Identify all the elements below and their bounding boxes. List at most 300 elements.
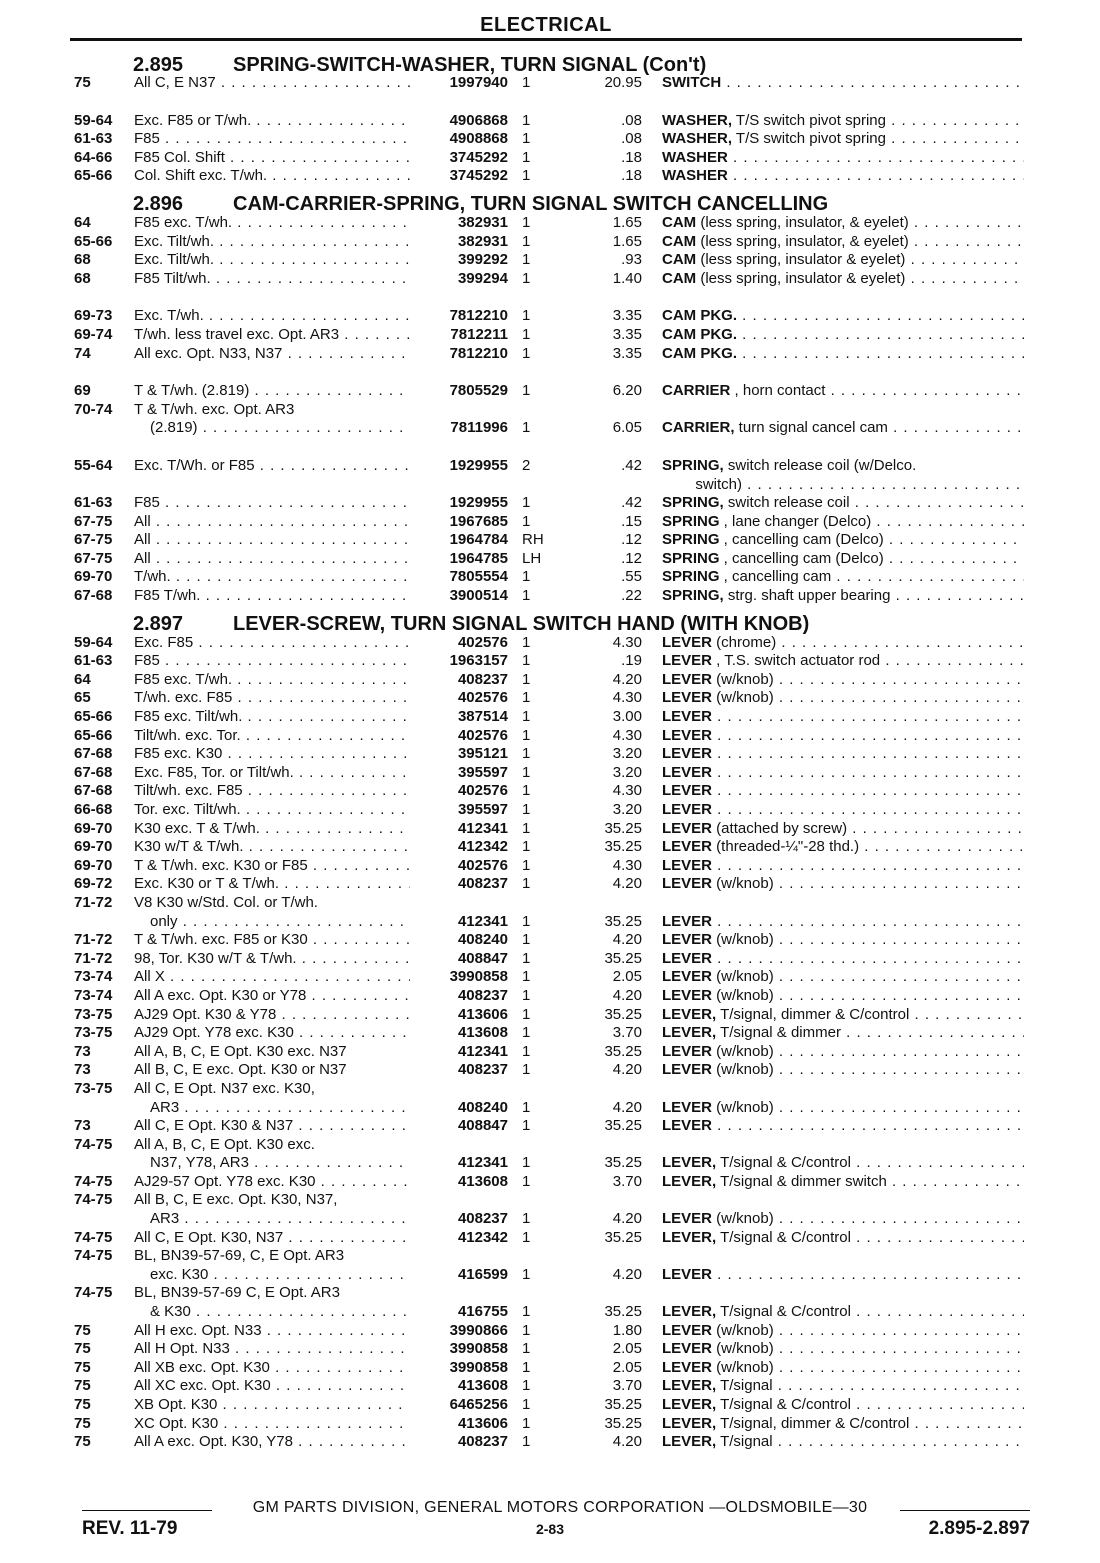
- price: 35.25: [604, 1396, 642, 1413]
- price: 2.05: [612, 1358, 642, 1376]
- description: [662, 1210, 1024, 1229]
- part-row: [70, 1136, 1030, 1155]
- model-years: 74: [74, 344, 91, 362]
- description: [662, 1229, 1024, 1248]
- model-years: 74-75: [74, 1228, 113, 1246]
- part-detail: switch release coil (w/Delco.: [723, 456, 917, 474]
- model-years: 65-66: [74, 726, 113, 744]
- description: [662, 1415, 1024, 1434]
- part-detail: (less spring, insulator, & eyelet): [696, 232, 909, 250]
- part-name: SPRING: [662, 512, 720, 530]
- part-row: [70, 74, 1030, 93]
- description: [662, 326, 1024, 345]
- part-row: [70, 634, 1030, 653]
- part-number: 3990858: [449, 1340, 508, 1358]
- description: [662, 1117, 1024, 1136]
- part-number: 395121: [457, 745, 508, 763]
- description: [662, 476, 1024, 495]
- part-detail: (attached by screw): [712, 819, 848, 837]
- application: All exc. Opt. N33, N37 . . .: [134, 345, 410, 364]
- part-number: 3990858: [449, 968, 508, 986]
- quantity: 1: [522, 1005, 531, 1023]
- model-years: 70-74: [74, 400, 113, 418]
- part-row: [70, 345, 1030, 364]
- part-name: LEVER: [662, 1358, 713, 1376]
- part-detail: (less spring, insulator & eyelet): [696, 251, 906, 269]
- part-number: 408240: [457, 1098, 508, 1116]
- section-title: LEVER-SCREW, TURN SIGNAL SWITCH HAND (WITH KNOB): [233, 612, 810, 635]
- part-detail: (w/knob): [712, 670, 774, 688]
- part-number: 412342: [457, 1228, 508, 1246]
- model-years: 75: [74, 1377, 91, 1395]
- application: Exc. F85 or T/wh. . . .: [134, 112, 410, 131]
- part-name: CAM: [662, 251, 697, 269]
- model-years: 68: [74, 269, 91, 287]
- part-row: [70, 968, 1030, 987]
- quantity: 1: [522, 1024, 531, 1042]
- quantity: 1: [522, 838, 531, 856]
- application: F85 exc. T/wh. . . .: [134, 214, 410, 233]
- description: [662, 214, 1024, 233]
- price: 6.05: [612, 419, 642, 437]
- part-name: SPRING,: [662, 494, 724, 512]
- part-row: [70, 214, 1030, 233]
- quantity: 1: [522, 148, 531, 166]
- part-number: 412341: [457, 819, 508, 837]
- quantity: 1: [522, 1340, 531, 1358]
- part-detail: (w/knob): [712, 1098, 774, 1116]
- part-row: [70, 1117, 1030, 1136]
- description: [662, 1322, 1024, 1341]
- part-detail: (w/knob): [712, 986, 774, 1004]
- description: [662, 708, 1024, 727]
- description: [662, 494, 1024, 513]
- quantity: 1: [522, 745, 531, 763]
- model-years: 67-68: [74, 763, 113, 781]
- part-number: 7805554: [449, 568, 508, 586]
- part-number: 3990866: [449, 1321, 508, 1339]
- price: 4.30: [612, 726, 642, 744]
- part-number: 408240: [457, 931, 508, 949]
- quantity: 1: [522, 875, 531, 893]
- part-row: [70, 401, 1030, 420]
- price: 3.70: [612, 1172, 642, 1190]
- price: 1.80: [612, 1321, 642, 1339]
- quantity: 1: [522, 1210, 531, 1228]
- quantity: 1: [522, 251, 531, 269]
- description: [662, 74, 1024, 93]
- quantity: 1: [522, 763, 531, 781]
- application: T & T/wh. exc. F85 or K30 . . .: [134, 931, 410, 950]
- footer-publisher: GM PARTS DIVISION, GENERAL MOTORS CORPORATION —OLDSMOBILE—30: [252, 1499, 868, 1516]
- model-years: 66-68: [74, 801, 113, 818]
- part-number: 4908868: [449, 130, 508, 148]
- part-number: 408237: [457, 986, 508, 1004]
- quantity: 1: [522, 670, 531, 688]
- part-row: [70, 457, 1030, 476]
- quantity: 1: [522, 307, 531, 325]
- part-row: [70, 1024, 1030, 1043]
- description: [662, 531, 1024, 550]
- part-row: [70, 307, 1030, 326]
- model-years: 75: [74, 1358, 91, 1376]
- part-name: LEVER: [662, 1321, 713, 1339]
- section-heading: [70, 44, 1030, 74]
- part-name: LEVER: [662, 1210, 713, 1228]
- section-title: SPRING-SWITCH-WASHER, TURN SIGNAL (Con't): [233, 54, 707, 76]
- part-number: 1929955: [449, 494, 508, 512]
- description: [662, 652, 1024, 671]
- part-row: [70, 708, 1030, 727]
- part-number: 1929955: [449, 456, 508, 474]
- part-number: 7805529: [449, 382, 508, 400]
- description: [662, 568, 1024, 587]
- part-name: LEVER: [662, 745, 713, 763]
- quantity: 1: [522, 726, 531, 744]
- application: F85 . . .: [134, 652, 410, 671]
- price: 35.25: [604, 1117, 642, 1135]
- part-row: [70, 1080, 1030, 1099]
- application: All X . . .: [134, 968, 410, 987]
- part-detail: , horn contact: [730, 382, 826, 400]
- part-row: [70, 382, 1030, 401]
- description: [662, 1173, 1024, 1192]
- part-number: 408237: [457, 1061, 508, 1079]
- quantity: 1: [522, 1377, 531, 1395]
- price: 4.30: [612, 782, 642, 800]
- part-name: CAM PKG.: [662, 325, 737, 343]
- description: [662, 233, 1024, 252]
- section-heading: [70, 186, 1030, 214]
- part-detail: T/signal & C/control: [716, 1228, 851, 1246]
- description: [662, 345, 1024, 364]
- application: All C, E Opt. K30 & N37 . . .: [134, 1117, 410, 1136]
- part-row: [70, 494, 1030, 513]
- part-row: [70, 587, 1030, 606]
- description: [662, 1024, 1024, 1043]
- part-row: [70, 476, 1030, 495]
- part-detail: (w/knob): [712, 1042, 774, 1060]
- part-detail: , lane changer (Delco): [719, 512, 872, 530]
- row-spacer: [70, 93, 1030, 112]
- footer-page-number: 2-83: [535, 1521, 565, 1537]
- part-name: LEVER: [662, 1061, 713, 1079]
- part-name: LEVER: [662, 968, 713, 986]
- quantity: 1: [522, 1154, 531, 1172]
- model-years: 75: [74, 1433, 91, 1451]
- part-name: LEVER: [662, 689, 713, 707]
- part-detail: (w/knob): [712, 1210, 774, 1228]
- quantity: 1: [522, 167, 531, 185]
- model-years: 69-70: [74, 856, 113, 874]
- price: .18: [621, 167, 642, 185]
- part-number: 3900514: [449, 587, 508, 605]
- part-number: 395597: [457, 801, 508, 818]
- description: [662, 550, 1024, 569]
- application: F85 . . .: [134, 494, 410, 513]
- description: [662, 820, 1024, 839]
- part-name: LEVER,: [662, 1005, 717, 1023]
- part-number: 408237: [457, 1433, 508, 1451]
- model-years: 69-70: [74, 819, 113, 837]
- part-number: 412342: [457, 838, 508, 856]
- model-years: 71-72: [74, 893, 113, 911]
- part-detail: T/signal & dimmer switch: [716, 1172, 887, 1190]
- part-row: [70, 326, 1030, 345]
- quantity: 1: [522, 568, 531, 586]
- description: [662, 1433, 1024, 1452]
- description: [662, 112, 1024, 131]
- description: [662, 1340, 1024, 1359]
- part-row: [70, 1340, 1030, 1359]
- description: [662, 1006, 1024, 1025]
- description: [662, 950, 1024, 969]
- quantity: 1: [522, 587, 531, 605]
- description: [662, 1043, 1024, 1062]
- model-years: 75: [74, 1396, 91, 1413]
- quantity: 1: [522, 689, 531, 707]
- model-years: 61-63: [74, 494, 113, 512]
- quantity: 1: [522, 633, 531, 651]
- model-years: 73-74: [74, 986, 113, 1004]
- part-number: 408237: [457, 670, 508, 688]
- price: 3.00: [612, 708, 642, 726]
- part-row: [70, 801, 1030, 820]
- description: [662, 857, 1024, 876]
- price: 1.40: [612, 269, 642, 287]
- model-years: 75: [74, 1340, 91, 1358]
- price: 6.20: [612, 382, 642, 400]
- section-number: 2.896: [133, 192, 184, 215]
- description: [662, 1266, 1024, 1285]
- application: All C, E Opt. K30, N37 . . .: [134, 1229, 410, 1248]
- quantity: 1: [522, 1098, 531, 1116]
- part-name: SPRING: [662, 531, 720, 549]
- part-row: [70, 857, 1030, 876]
- part-name: LEVER: [662, 949, 713, 967]
- part-row: [70, 950, 1030, 969]
- part-number: 382931: [457, 232, 508, 250]
- model-years: 59-64: [74, 111, 113, 129]
- application: Tor. exc. Tilt/wh. . . .: [134, 801, 410, 820]
- footer-revision: REV. 11-79: [82, 1518, 178, 1539]
- part-name: CAM: [662, 213, 697, 231]
- quantity: 1: [522, 1414, 531, 1432]
- quantity: 1: [522, 1117, 531, 1135]
- application: Tilt/wh. exc. F85 . . .: [134, 782, 410, 801]
- model-years: 73: [74, 1061, 91, 1079]
- footer-section-range: 2.895-2.897: [928, 1518, 1030, 1539]
- description: [662, 913, 1024, 932]
- parts-catalog-content: [70, 44, 1030, 1452]
- quantity: 1: [522, 269, 531, 287]
- model-years: 65-66: [74, 167, 113, 185]
- footer-rule-left: [82, 1510, 212, 1511]
- application: AJ29 Opt. Y78 exc. K30 . . .: [134, 1024, 410, 1043]
- model-years: 69-70: [74, 568, 113, 586]
- quantity: 1: [522, 111, 531, 129]
- part-number: 1964785: [449, 549, 508, 567]
- part-detail: T/signal & C/control: [716, 1154, 851, 1172]
- part-row: [70, 1415, 1030, 1434]
- part-row: [70, 513, 1030, 532]
- price: .12: [621, 549, 642, 567]
- part-row: [70, 1154, 1030, 1173]
- quantity: 1: [522, 801, 531, 818]
- model-years: 73-75: [74, 1005, 113, 1023]
- part-row: [70, 1061, 1030, 1080]
- part-name: LEVER: [662, 1098, 713, 1116]
- part-row: [70, 1191, 1030, 1210]
- model-years: 64: [74, 213, 91, 231]
- part-row: [70, 875, 1030, 894]
- price: 4.20: [612, 1210, 642, 1228]
- quantity: 1: [522, 1172, 531, 1190]
- application: K30 w/T & T/wh. . . .: [134, 838, 410, 857]
- price: 35.25: [604, 838, 642, 856]
- quantity: 1: [522, 1265, 531, 1283]
- part-name: LEVER,: [662, 1172, 717, 1190]
- description: [662, 838, 1024, 857]
- price: 35.25: [604, 1154, 642, 1172]
- description: [662, 689, 1024, 708]
- application: Exc. T/Wh. or F85 . . .: [134, 457, 410, 476]
- part-name: LEVER: [662, 1117, 713, 1135]
- part-detail: (w/knob): [712, 1358, 774, 1376]
- part-name: LEVER: [662, 670, 713, 688]
- part-number: 412341: [457, 1154, 508, 1172]
- part-name: LEVER: [662, 633, 713, 651]
- part-name: LEVER,: [662, 1303, 717, 1321]
- price: 4.20: [612, 670, 642, 688]
- quantity: 1: [522, 986, 531, 1004]
- section-number: 2.897: [133, 612, 184, 635]
- quantity: 1: [522, 1321, 531, 1339]
- section-number: 2.895: [133, 54, 184, 76]
- description: [662, 382, 1024, 401]
- quantity: 1: [522, 931, 531, 949]
- part-detail: (chrome): [712, 633, 777, 651]
- part-number: 382931: [457, 213, 508, 231]
- part-name: LEVER,: [662, 1024, 717, 1042]
- part-number: 402576: [457, 856, 508, 874]
- model-years: 73-74: [74, 968, 113, 986]
- description: [662, 457, 1024, 476]
- description: [662, 1359, 1024, 1378]
- price: 3.20: [612, 763, 642, 781]
- part-number: 3990858: [449, 1358, 508, 1376]
- part-row: [70, 820, 1030, 839]
- price: .42: [621, 456, 642, 474]
- price: 3.20: [612, 801, 642, 818]
- part-name: LEVER,: [662, 1414, 717, 1432]
- part-detail: T/signal & C/control: [716, 1396, 851, 1413]
- part-detail: turn signal cancel cam: [734, 419, 888, 437]
- part-number: 408237: [457, 1210, 508, 1228]
- price: 1.65: [612, 213, 642, 231]
- description: [662, 307, 1024, 326]
- description: [662, 149, 1024, 168]
- part-number: 7812210: [449, 344, 508, 362]
- application: Exc. Tilt/wh. . . .: [134, 233, 410, 252]
- price: .19: [621, 652, 642, 670]
- description: [662, 634, 1024, 653]
- part-name: CAM PKG.: [662, 307, 737, 325]
- part-number: 399292: [457, 251, 508, 269]
- part-number: 408847: [457, 1117, 508, 1135]
- part-name: LEVER: [662, 801, 713, 818]
- part-name: LEVER: [662, 931, 713, 949]
- description: [662, 1154, 1024, 1173]
- description: [662, 745, 1024, 764]
- price: .42: [621, 494, 642, 512]
- price: .55: [621, 568, 642, 586]
- model-years: 65-66: [74, 708, 113, 726]
- part-name: CARRIER: [662, 382, 731, 400]
- price: 3.20: [612, 745, 642, 763]
- model-years: 73-75: [74, 1079, 113, 1097]
- application: T/wh. exc. F85 . . .: [134, 689, 410, 708]
- price: 4.20: [612, 875, 642, 893]
- part-row: [70, 550, 1030, 569]
- model-years: 61-63: [74, 130, 113, 148]
- price: .12: [621, 531, 642, 549]
- part-number: 4906868: [449, 111, 508, 129]
- model-years: 74-75: [74, 1247, 113, 1265]
- part-row: [70, 1322, 1030, 1341]
- description: [662, 513, 1024, 532]
- part-detail: , cancelling cam (Delco): [719, 549, 884, 567]
- model-years: 64: [74, 670, 91, 688]
- description: [662, 968, 1024, 987]
- quantity: 1: [522, 325, 531, 343]
- part-detail: switch release coil: [723, 494, 850, 512]
- application: F85 exc. T/wh. . . .: [134, 671, 410, 690]
- part-number: 416755: [457, 1303, 508, 1321]
- price: 35.25: [604, 912, 642, 930]
- part-name: LEVER: [662, 708, 713, 726]
- part-name: LEVER,: [662, 1228, 717, 1246]
- part-detail: T/S switch pivot spring: [732, 130, 886, 148]
- price: 2.05: [612, 1340, 642, 1358]
- part-row: [70, 149, 1030, 168]
- application: All A, B, C, E Opt. K30 exc.: [134, 1135, 315, 1153]
- part-detail: T/signal, dimmer & C/control: [716, 1005, 910, 1023]
- application: All A, B, C, E Opt. K30 exc. N37: [134, 1042, 347, 1060]
- application: F85 exc. K30 . . .: [134, 745, 410, 764]
- part-number: 413608: [457, 1172, 508, 1190]
- quantity: 1: [522, 912, 531, 930]
- part-row: [70, 1210, 1030, 1229]
- application: All XB exc. Opt. K30 . . .: [134, 1359, 410, 1378]
- model-years: 74-75: [74, 1191, 113, 1209]
- part-number: 413608: [457, 1377, 508, 1395]
- part-detail: T/signal & dimmer: [716, 1024, 841, 1042]
- application: T/wh. . . .: [134, 568, 410, 587]
- part-name: CAM: [662, 269, 697, 287]
- part-detail: (w/knob): [712, 1321, 774, 1339]
- application: F85 . . .: [134, 130, 410, 149]
- page-header: ELECTRICAL: [480, 14, 612, 36]
- description: [662, 1377, 1024, 1396]
- part-name: LEVER: [662, 838, 713, 856]
- application: AJ29-57 Opt. Y78 exc. K30 . . .: [134, 1173, 410, 1192]
- part-row: [70, 652, 1030, 671]
- part-row: [70, 764, 1030, 783]
- part-row: [70, 1433, 1030, 1452]
- part-number: 413606: [457, 1414, 508, 1432]
- part-number: 7811996: [450, 419, 508, 437]
